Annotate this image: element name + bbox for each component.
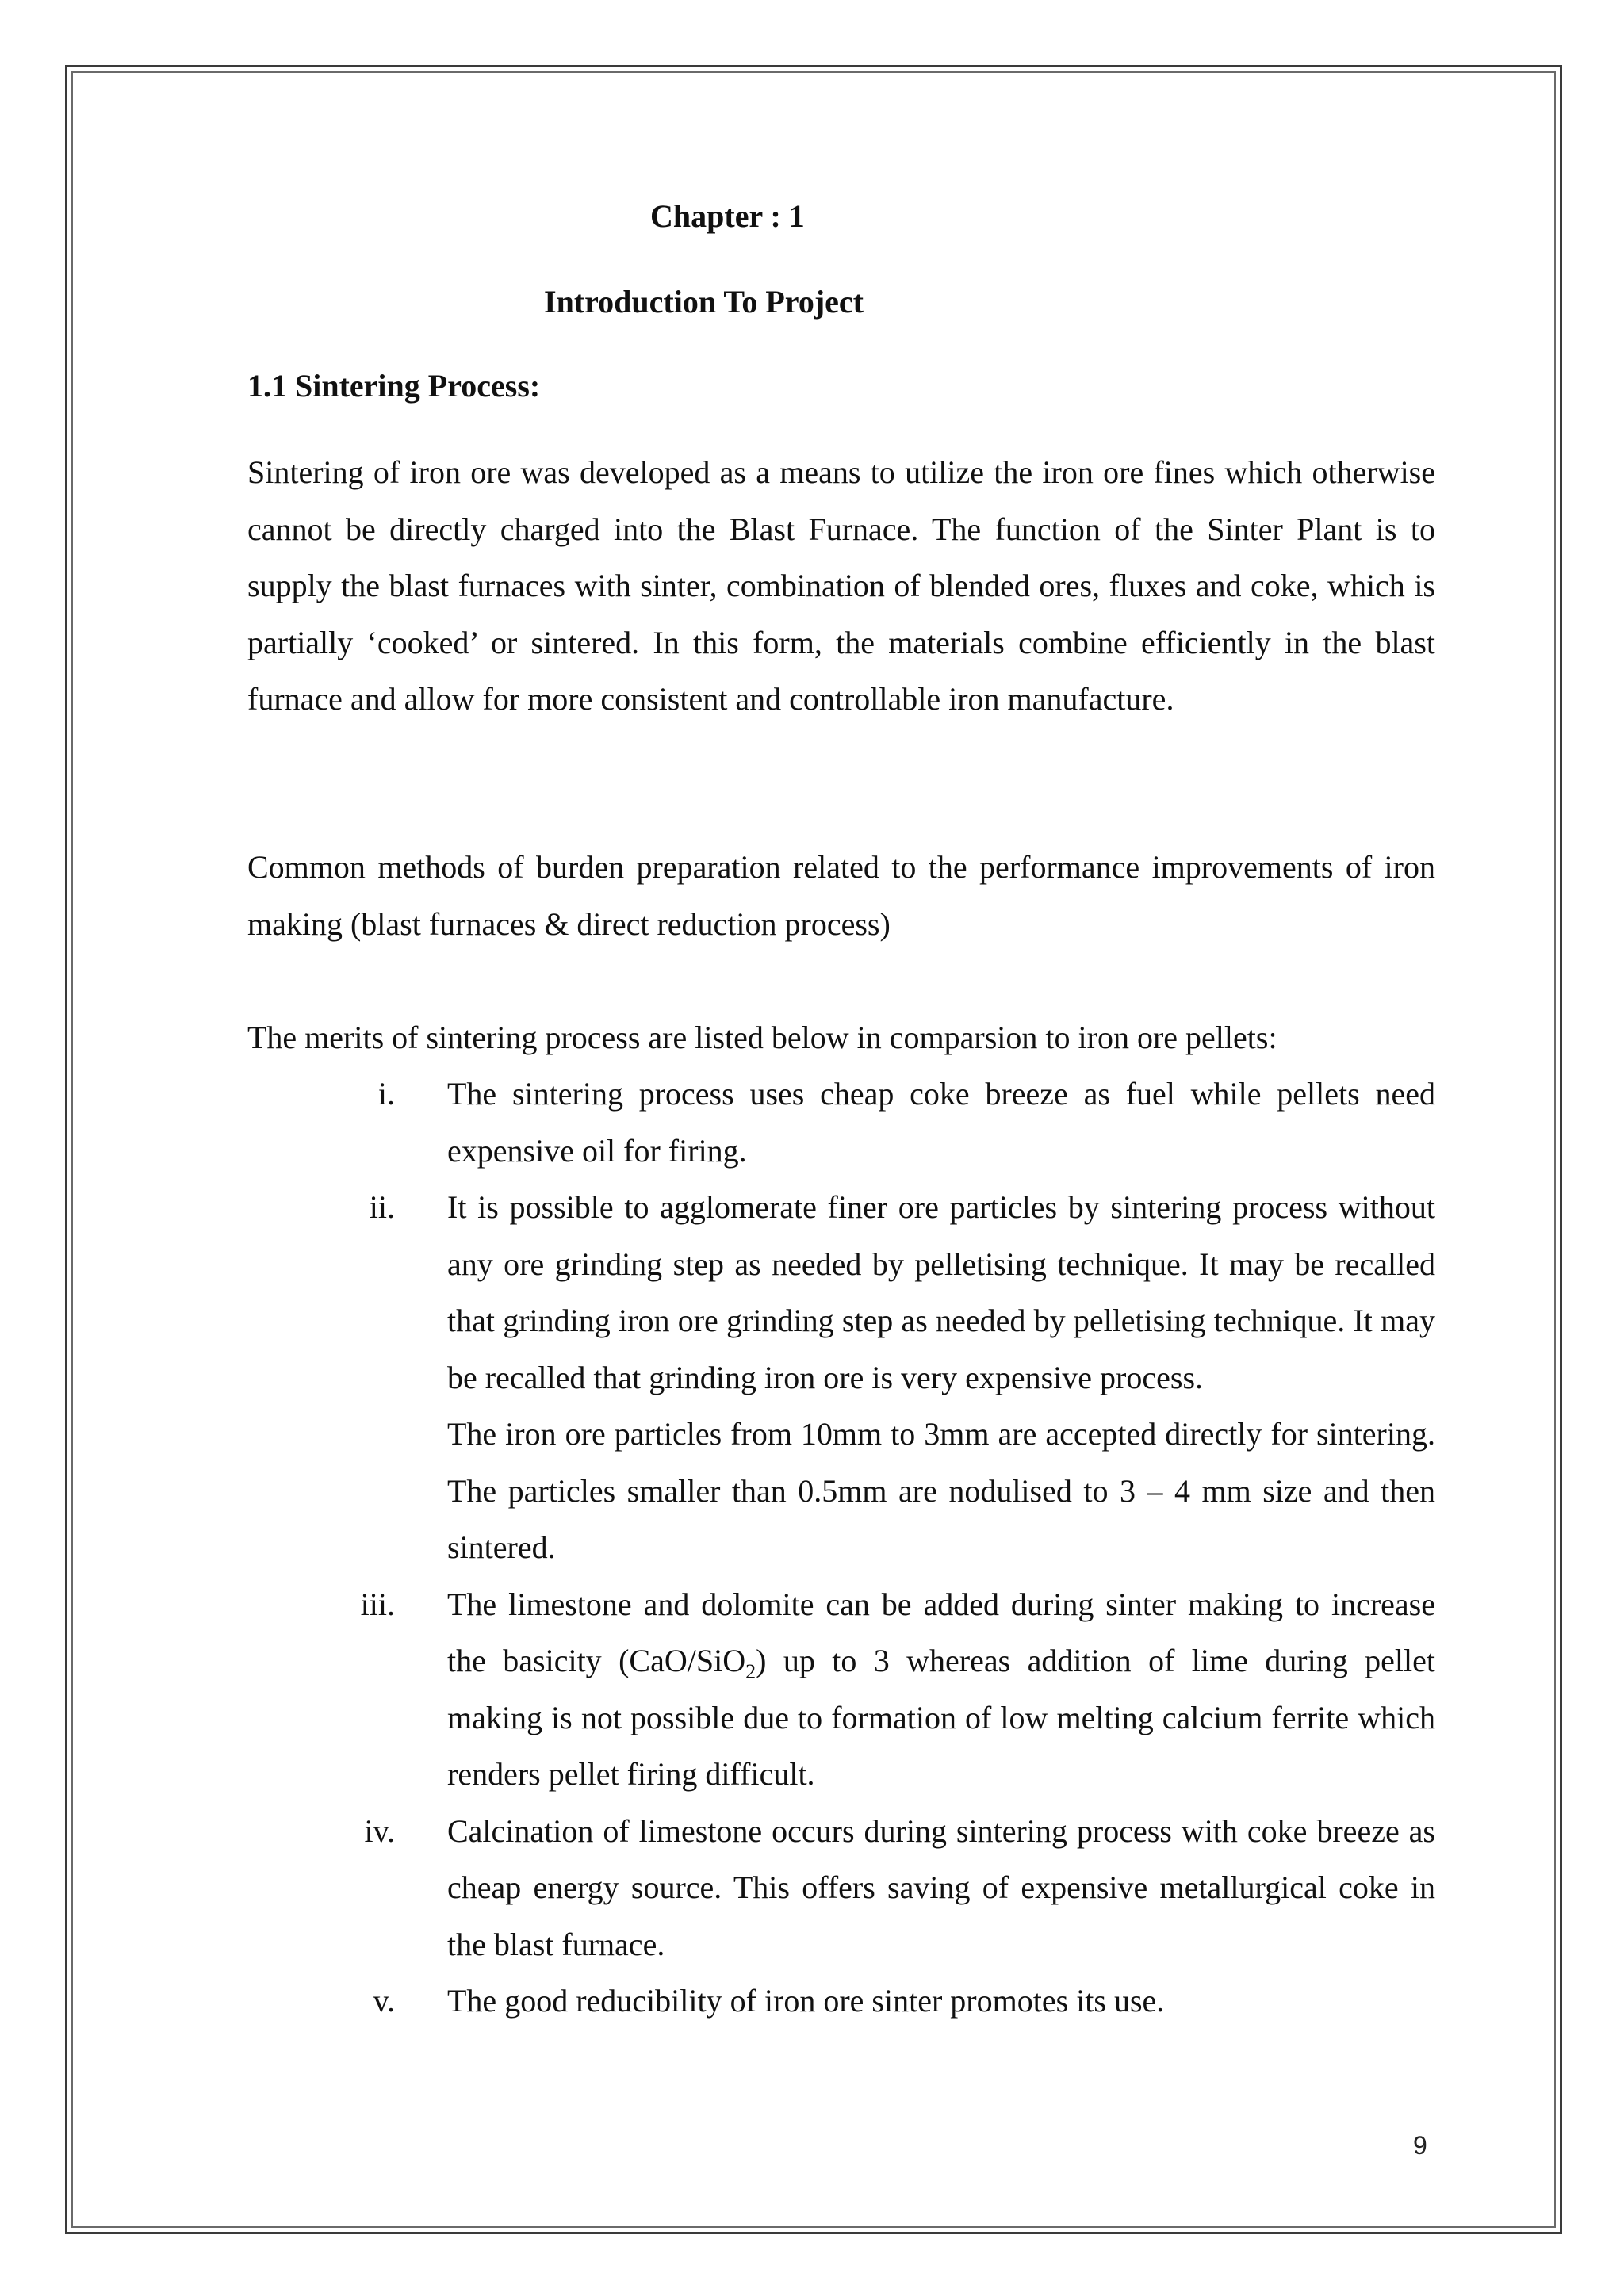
list-numeral: iv. bbox=[364, 1812, 395, 1849]
intro-paragraph: Sintering of iron ore was developed as a means to utilize the iron ore fines which otherwise cannot be directly charged into the Blast Furnace. The function of the Sinter Plant is to supply the blast furnaces with sinter, combination of blended ores, fluxes and coke, which is partially ‘cooked’ or sintered. In this form, the materials combine efficiently in the blast furnace and allow for more consistent and controllable iron manufacture. bbox=[247, 454, 1435, 717]
list-item-continuation: The iron ore particles from 10mm to 3mm are accepted directly for sintering. The particles smaller than 0.5mm are nodulised to 3 – 4 mm size and then sintered. bbox=[447, 1416, 1435, 1565]
list-numeral: i. bbox=[377, 1076, 395, 1112]
list-item bbox=[247, 1179, 1435, 1576]
text-after-subscript: ) up to 3 whereas addition of lime during pellet making is not possible due to formation of low melting calcium ferrite which renders pellet firing difficult. bbox=[447, 1643, 1435, 1792]
chapter-subtitle: Introduction To Project bbox=[544, 284, 864, 320]
burden-preparation-paragraph: Common methods of burden preparation related to the performance improvements of iron making (blast furnaces & direct reduction process) bbox=[247, 849, 1435, 942]
merits-intro-paragraph: The merits of sintering process are listed below in comparsion to iron ore pellets: bbox=[247, 1020, 1277, 1055]
list-numeral: ii. bbox=[369, 1189, 395, 1225]
list-item-text: The good reducibility of iron ore sinter promotes its use. bbox=[447, 1983, 1165, 2019]
list-item bbox=[247, 1066, 1435, 1179]
list-item bbox=[247, 1576, 1435, 1803]
list-item-text: Calcination of limestone occurs during sintering process with coke breeze as cheap energy source. This offers saving of expensive metallurgical coke in the blast furnace. bbox=[447, 1812, 1435, 1962]
list-item-text: It is possible to agglomerate finer ore particles by sintering process without any ore grinding step as needed by pelletising technique. It may be recalled that grinding iron ore grinding step as needed by pelletising technique. It may be recalled that grinding iron ore is very expensive process. bbox=[447, 1189, 1435, 1395]
list-item bbox=[247, 1803, 1435, 1973]
list-item bbox=[247, 1973, 1435, 2030]
list-numeral: v. bbox=[373, 1983, 395, 2019]
chapter-title: Chapter : 1 bbox=[650, 198, 805, 234]
list-numeral: iii. bbox=[360, 1586, 395, 1622]
subscript: 2 bbox=[745, 1660, 756, 1683]
page-number: 9 bbox=[1413, 2131, 1427, 2160]
section-heading: 1.1 Sintering Process: bbox=[247, 368, 541, 404]
list-item-text bbox=[447, 1576, 1435, 1803]
merits-list bbox=[247, 1066, 1435, 2030]
text-before-subscript: The limestone and dolomite can be added during sinter making to increase the basicity (CaO/SiO bbox=[447, 1586, 1435, 1678]
list-item-text: The sintering process uses cheap coke breeze as fuel while pellets need expensive oil for firing. bbox=[447, 1076, 1435, 1169]
